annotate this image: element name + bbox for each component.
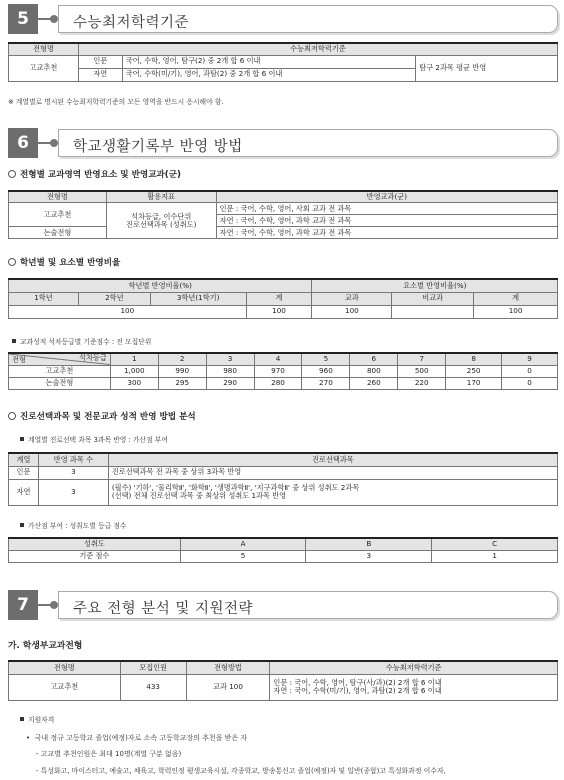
square-bullet-icon [20, 717, 24, 721]
score-cell: 3 [306, 550, 432, 562]
grade-header: 2 [158, 353, 206, 365]
section-number: 5 [8, 4, 38, 34]
col-header: B [306, 538, 432, 550]
grade-header: 3 [206, 353, 254, 365]
section-title: 학교생활기록부 반영 방법 [73, 139, 243, 155]
item-text: 국내 정규 고등학교 졸업(예정)자로 소속 고등학교장의 추천을 받은 자 [34, 734, 248, 742]
col-header: 2학년 [78, 292, 150, 305]
col-header: 교과 [312, 292, 392, 305]
track-cell: 인문 [9, 466, 39, 479]
qualification-heading [20, 714, 54, 724]
connector-dot [50, 15, 58, 23]
criteria-line: 자연 : 국어, 수학(미/기), 영어, 과탐(2) 2개 합 6 이내 [273, 686, 442, 695]
bonus-note [20, 434, 168, 444]
s6-achievement-score-table [8, 537, 558, 563]
note-text: 계열별 진로선택 과목 3과목 반영 : 가산점 부여 [28, 436, 168, 444]
count-cell: 3 [38, 479, 108, 505]
row-label: 고교추천 [9, 55, 79, 81]
score-cell: 280 [254, 377, 302, 389]
s6-grade-score-table [8, 352, 558, 390]
col-header: 계 [246, 292, 312, 305]
s5-footnote: ※ 계열별로 명시된 수능최저학력기준의 모든 영역을 반드시 응시해야 함. [8, 98, 224, 106]
qualification-subitem: - 특성화고, 마이스터고, 예술고, 체육고, 학력인정 평생교육시설, 각종학교, 방송통신고 졸업(예정)자 및 일반(종합)고 특성화과정 이수자, [36, 767, 446, 775]
col-header: 전형명 [9, 191, 107, 203]
value-cell: 100 [474, 305, 558, 318]
corner-label-col: 석차등급 [79, 353, 107, 362]
col-header: 계 [474, 292, 558, 305]
col-header: 반영교과(군) [216, 191, 557, 203]
grade-header: 4 [254, 353, 302, 365]
indicator-line: 진로선택과목 (성취도) [126, 219, 197, 229]
score-cell: 990 [158, 365, 206, 377]
score-cell: 300 [110, 377, 158, 389]
col-header: 전형명 [9, 43, 79, 55]
score-cell: 5 [180, 550, 306, 562]
score-cell: 960 [302, 365, 350, 377]
note-text: 교과성적 석차등급별 기준점수 : 전 모집단위 [20, 338, 152, 346]
points-note [20, 520, 126, 530]
col-header: 모집인원 [120, 661, 186, 674]
col-header: 비교과 [392, 292, 474, 305]
method-line: (선택) 전체 진로선택 과목 중 최상위 성취도 1과목 반영 [111, 491, 287, 500]
subsection-heading: 가. 학생부교과전형 [8, 641, 83, 651]
circle-bullet-icon [8, 170, 16, 178]
connector-dot [50, 601, 58, 609]
note-text: 지원자격 [28, 716, 55, 724]
subjects-cell: 자연 : 국어, 수학, 영어, 과학 교과 전 과목 [216, 215, 557, 227]
circle-bullet-icon [8, 412, 16, 420]
section-title-box [58, 591, 558, 619]
section-7-header [8, 590, 558, 620]
method-cell: 진로선택과목 전 과목 중 상위 3과목 반영 [108, 466, 557, 479]
track-cell: 자연 [78, 68, 122, 81]
group-header: 학년별 반영비율(%) [9, 279, 312, 292]
section-5-header [8, 4, 558, 34]
col-header: 수능최저학력기준 [270, 661, 558, 674]
s6-ratio-table [8, 278, 558, 319]
square-bullet-icon [20, 437, 24, 441]
qualification-item [26, 733, 247, 743]
col-header: 1학년 [9, 292, 79, 305]
row-label: 고교추천 [9, 365, 111, 377]
score-cell: 0 [502, 365, 558, 377]
s5-criteria-table [8, 42, 558, 82]
subheading-2 [8, 256, 120, 268]
grade-header: 1 [110, 353, 158, 365]
col-header: 전형방법 [186, 661, 270, 674]
col-header: 3학년(1학기) [150, 292, 246, 305]
indicator-line: 석차등급, 이수단위 [131, 211, 192, 221]
score-cell: 290 [206, 377, 254, 389]
connector-dot [50, 139, 58, 147]
score-cell: 1 [432, 550, 558, 562]
note-cell: 탐구 2과목 평균 반영 [416, 55, 558, 81]
score-cell: 500 [398, 365, 446, 377]
track-cell: 자연 [9, 479, 39, 505]
dot-bullet-icon: • [26, 734, 31, 742]
grade-header: 7 [398, 353, 446, 365]
square-bullet-icon [20, 523, 24, 527]
section-title: 수능최저학력기준 [73, 15, 190, 31]
row-label: 논술전형 [9, 227, 107, 239]
score-cell: 800 [350, 365, 398, 377]
group-header: 요소별 반영비율(%) [312, 279, 558, 292]
indicator-cell [106, 203, 216, 239]
section-title-box [58, 5, 558, 33]
row-label: 기준 점수 [9, 550, 181, 562]
criteria-cell [270, 674, 558, 700]
grade-score-note [12, 336, 151, 346]
corner-label-row: 전형 [12, 355, 26, 365]
subheading-text: 학년별 및 요소별 반영비율 [20, 258, 121, 268]
value-cell: 100 [246, 305, 312, 318]
section-6-header [8, 128, 558, 158]
col-header: 활용지표 [106, 191, 216, 203]
row-label: 고교추천 [9, 203, 107, 227]
table-row [9, 365, 558, 377]
grade-header: 5 [302, 353, 350, 365]
score-cell: 220 [398, 377, 446, 389]
qualification-subitem: - 고교별 추천인원은 최대 10명(계열 구분 없음) [36, 750, 182, 758]
note-text: 가산점 부여 : 성취도별 등급 점수 [28, 522, 127, 530]
subjects-cell: 인문 : 국어, 수학, 영어, 사회 교과 전 과목 [216, 203, 557, 215]
score-cell: 260 [350, 377, 398, 389]
square-bullet-icon [12, 339, 16, 343]
criteria-cell: 국어, 수학, 영어, 탐구(2) 중 2개 합 6 이내 [122, 55, 415, 68]
count-cell: 3 [38, 466, 108, 479]
score-cell: 980 [206, 365, 254, 377]
row-label: 논술전형 [9, 377, 111, 389]
col-header: C [432, 538, 558, 550]
subheading-3 [8, 410, 196, 422]
section-title-box [58, 129, 558, 157]
section-title: 주요 전형 분석 및 지원전략 [73, 601, 254, 617]
score-cell: 1,000 [110, 365, 158, 377]
subheading-text: 진로선택과목 및 전문교과 성적 반영 방법 분석 [20, 412, 196, 422]
subjects-cell: 자연 : 국어, 수학, 영어, 과학 교과 전 과목 [216, 227, 557, 239]
section-number: 6 [8, 128, 38, 158]
criteria-cell: 국어, 수학(미/기), 영어, 과탐(2) 중 2개 합 6 이내 [122, 68, 415, 81]
grade-header: 6 [350, 353, 398, 365]
col-header: 성취도 [9, 538, 181, 550]
section-number: 7 [8, 590, 38, 620]
grade-header: 8 [446, 353, 502, 365]
score-cell: 295 [158, 377, 206, 389]
col-header: 전형명 [9, 661, 121, 674]
col-header: 진로선택과목 [108, 453, 557, 466]
score-cell: 970 [254, 365, 302, 377]
corner-header [9, 353, 111, 365]
criteria-line: 인문 : 국어, 수학, 영어, 탐구(사/과)(2) 2개 합 6 이내 [273, 677, 442, 687]
s6-subjects-table [8, 190, 558, 239]
count-cell: 433 [120, 674, 186, 700]
table-row [9, 377, 558, 389]
score-cell: 250 [446, 365, 502, 377]
s6-career-subjects-table [8, 452, 558, 506]
track-cell: 인문 [78, 55, 122, 68]
method-cell: 교과 100 [186, 674, 270, 700]
method-line: (필수) '기하', '물리학Ⅱ', '화학Ⅱ', '생명과학Ⅱ', '지구과학Ⅱ' 중 상위 성취도 2과목 [111, 482, 360, 492]
score-cell: 170 [446, 377, 502, 389]
value-cell: 100 [9, 305, 247, 318]
score-cell: 270 [302, 377, 350, 389]
method-cell [108, 479, 557, 505]
subheading-1 [8, 168, 181, 180]
col-header: 반영 과목 수 [38, 453, 108, 466]
grade-header: 9 [502, 353, 558, 365]
value-cell: 100 [312, 305, 392, 318]
circle-bullet-icon [8, 258, 16, 266]
col-header: 수능최저학력기준 [78, 43, 557, 55]
value-cell [392, 305, 474, 318]
s7-admission-table [8, 660, 558, 701]
score-cell: 0 [502, 377, 558, 389]
col-header: 계열 [9, 453, 39, 466]
subheading-text: 전형별 교과영역 반영요소 및 반영교과(군) [20, 170, 181, 180]
row-label: 고교추천 [9, 674, 121, 700]
col-header: A [180, 538, 306, 550]
